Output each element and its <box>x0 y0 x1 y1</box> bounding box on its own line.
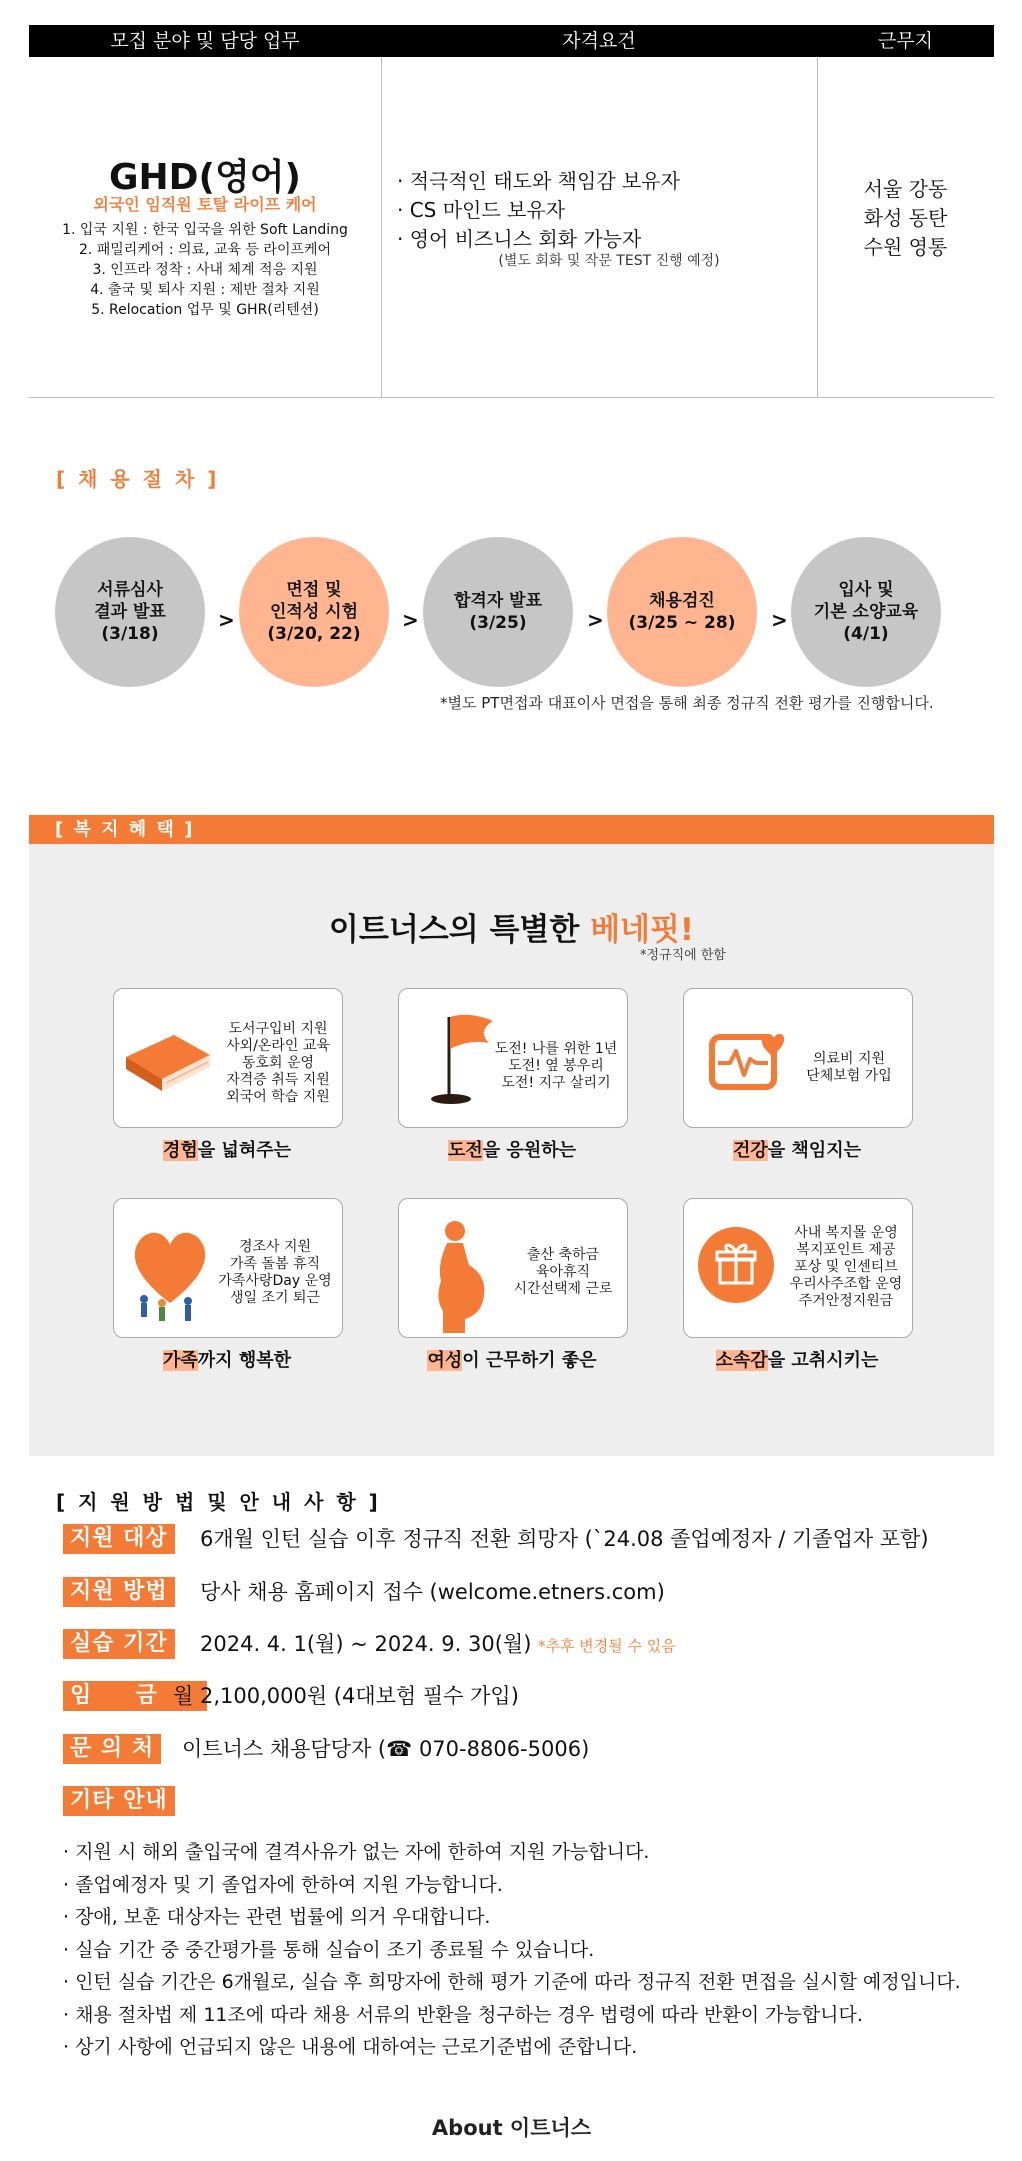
step-health-check <box>607 537 757 687</box>
benefit-line: 도전! 나를 위한 1년 <box>494 1041 618 1057</box>
benefits-bar <box>29 815 994 844</box>
benefit-line: 의료비 지원 <box>812 1051 886 1067</box>
benefit-line: 복지포인트 제공 <box>796 1242 896 1258</box>
location-item: 서울 강동 <box>863 177 948 201</box>
benefit-line: 가족 돌봄 휴직 <box>229 1256 321 1272</box>
benefit-line: 출산 축하금 <box>526 1247 600 1263</box>
benefit-caption <box>392 1346 632 1372</box>
caption-highlight: 가족 <box>163 1350 198 1371</box>
column-divider <box>381 57 382 397</box>
apply-title: [ 지 원 방 법 및 안 내 사 항 ] <box>56 1490 381 1514</box>
step-date: (3/25) <box>469 613 527 633</box>
step-date: (3/20, 22) <box>267 624 361 644</box>
qualification-item: · CS 마인드 보유자 <box>397 198 566 222</box>
location-list <box>817 175 994 262</box>
step-text: 채용검진 <box>649 591 715 611</box>
heartbeat-monitor-icon <box>708 1029 788 1093</box>
benefit-line: 외국어 학습 지원 <box>226 1089 330 1105</box>
label-period: 실습 기간 <box>63 1629 175 1659</box>
qualification-item: · 적극적인 태도와 책임감 보유자 <box>397 169 680 193</box>
benefit-line: 도전! 옆 봉우리 <box>508 1058 604 1074</box>
benefit-line: 육아휴직 <box>535 1264 591 1280</box>
qualification-item: · 영어 비즈니스 회화 가능자 <box>397 227 642 251</box>
benefit-line: 동호회 운영 <box>241 1055 315 1071</box>
note-item: · 장애, 보훈 대상자는 관련 법률에 의거 우대합니다. <box>63 1906 491 1928</box>
benefit-card-experience <box>113 988 343 1128</box>
label-target: 지원 대상 <box>63 1524 175 1554</box>
label-etc: 기타 안내 <box>63 1786 175 1816</box>
caption-text: 까지 행복한 <box>197 1350 291 1371</box>
benefit-card-women <box>398 1198 628 1338</box>
benefit-line: 생일 조기 퇴근 <box>229 1290 321 1306</box>
location-item: 수원 영통 <box>863 235 948 259</box>
qualification-list <box>397 167 680 254</box>
benefit-caption <box>677 1136 917 1162</box>
label-method: 지원 방법 <box>63 1577 175 1607</box>
benefit-line: 도전! 지구 살리기 <box>501 1075 611 1091</box>
label-salary: 임 금 <box>63 1681 207 1711</box>
step-final-announcement <box>423 537 573 687</box>
table-body <box>29 57 994 398</box>
step-text: 서류심사 <box>97 580 163 600</box>
job-duties <box>29 220 381 320</box>
pregnant-woman-icon <box>421 1219 497 1335</box>
step-arrow: > <box>587 608 604 632</box>
benefits-title-highlight: 베네핏! <box>590 912 695 948</box>
book-icon <box>122 1021 214 1097</box>
step-interview <box>239 537 389 687</box>
duty-item: 2. 패밀리케어 : 의료, 교육 등 라이프케어 <box>78 242 332 258</box>
benefit-caption <box>107 1136 347 1162</box>
value-target: 6개월 인턴 실습 이후 정규직 전환 희망자 (`24.08 졸업예정자 / 기졸업자 포함) <box>200 1527 929 1551</box>
step-onboarding <box>791 537 941 687</box>
caption-highlight: 도전 <box>448 1140 483 1161</box>
period-note: *추후 변경될 수 있음 <box>538 1637 676 1655</box>
caption-highlight: 소속감 <box>715 1350 768 1371</box>
family-heart-icon <box>126 1221 214 1327</box>
qualification-note: (별도 회화 및 작문 TEST 진행 예정) <box>498 253 720 269</box>
benefit-card-challenge <box>398 988 628 1128</box>
step-text: 결과 발표 <box>94 602 166 622</box>
caption-text: 이 근무하기 좋은 <box>462 1350 597 1371</box>
step-date: (3/18) <box>101 624 159 644</box>
step-text: 기본 소양교육 <box>813 602 919 622</box>
gift-icon <box>696 1225 776 1305</box>
note-item: · 지원 시 해외 출입국에 결격사유가 없는 자에 한하여 지원 가능합니다. <box>63 1841 650 1863</box>
job-title: GHD(영어) <box>108 157 302 198</box>
label-contact: 문 의 처 <box>63 1734 161 1764</box>
step-text: 합격자 발표 <box>453 591 543 611</box>
period-dates: 2024. 4. 1(월) ~ 2024. 9. 30(월) <box>200 1632 539 1656</box>
benefits-bar-title: [ 복 지 혜 택 ] <box>55 819 195 840</box>
duty-item: 1. 입국 지원 : 한국 입국을 위한 Soft Landing <box>62 222 348 238</box>
step-date: (4/1) <box>843 624 889 644</box>
notes-list <box>63 1836 961 2064</box>
benefit-line: 단체보험 가입 <box>806 1068 892 1084</box>
header-qualification: 자격요건 <box>562 30 636 52</box>
benefit-line: 주거안정지원금 <box>798 1293 894 1309</box>
benefits-note: *정규직에 한함 <box>640 948 726 963</box>
benefit-line: 시간선택제 근로 <box>513 1281 613 1297</box>
benefit-line: 사내 복지몰 운영 <box>794 1225 898 1241</box>
note-item: · 졸업예정자 및 기 졸업자에 한하여 지원 가능합니다. <box>63 1873 503 1896</box>
benefit-line: 사외/온라인 교육 <box>226 1038 330 1054</box>
note-item: · 채용 절차법 제 11조에 따라 채용 서류의 반환을 청구하는 경우 법령에 따라 반환이 가능합니다. <box>63 2003 863 2026</box>
step-date: (3/25 ~ 28) <box>628 613 736 633</box>
procedure-title: [ 채 용 절 차 ] <box>56 467 220 491</box>
benefit-line: 우리사주조합 운영 <box>789 1276 903 1292</box>
procedure-note: *별도 PT면접과 대표이사 면접을 통해 최종 정규직 전환 평가를 진행합니다. <box>440 694 934 712</box>
caption-highlight: 경험 <box>163 1140 198 1161</box>
job-subtitle: 외국인 임직원 토탈 라이프 케어 <box>93 195 317 214</box>
duty-item: 4. 출국 및 퇴사 지원 : 제반 절차 지원 <box>90 282 320 298</box>
caption-highlight: 건강 <box>733 1140 768 1161</box>
value-method: 당사 채용 홈페이지 접수 (welcome.etners.com) <box>200 1580 665 1604</box>
step-text: 면접 및 <box>286 580 342 600</box>
note-item: · 상기 사항에 언급되지 않은 내용에 대하여는 근로기준법에 준합니다. <box>63 2036 638 2058</box>
about-heading: About 이트너스 <box>431 2116 592 2140</box>
duty-item: 5. Relocation 업무 및 GHR(리텐션) <box>91 302 319 318</box>
benefits-title <box>29 904 994 949</box>
benefit-card-family <box>113 1198 343 1338</box>
flag-icon <box>419 1009 499 1109</box>
note-item: · 인턴 실습 기간은 6개월로, 실습 후 희망자에 한해 평가 기준에 따라 정규직 전환 면접을 실시할 예정입니다. <box>63 1971 961 1993</box>
benefit-line: 가족사랑Day 운영 <box>218 1273 332 1289</box>
step-text: 인적성 시험 <box>269 602 359 622</box>
step-arrow: > <box>402 608 419 632</box>
location-item: 화성 동탄 <box>863 206 948 230</box>
benefit-line: 자격증 취득 지원 <box>226 1072 330 1088</box>
value-period <box>200 1629 676 1661</box>
caption-highlight: 여성 <box>427 1350 463 1371</box>
benefit-line: 도서구입비 지원 <box>228 1021 328 1037</box>
benefits-title-main: 이트너스의 특별한 <box>328 912 591 948</box>
value-salary: 월 2,100,000원 (4대보험 필수 가입) <box>173 1684 519 1708</box>
step-arrow: > <box>218 608 235 632</box>
caption-text: 을 응원하는 <box>482 1140 576 1161</box>
benefit-caption <box>392 1136 632 1162</box>
step-text: 입사 및 <box>838 580 894 600</box>
benefit-caption <box>677 1346 917 1372</box>
step-arrow: > <box>771 608 788 632</box>
header-field: 모집 분야 및 담당 업무 <box>110 30 300 52</box>
step-document-review <box>55 537 205 687</box>
benefit-line: 포상 및 인센티브 <box>794 1259 898 1275</box>
benefit-caption <box>107 1346 347 1372</box>
caption-text: 을 책임지는 <box>767 1140 861 1161</box>
benefit-card-health <box>683 988 913 1128</box>
benefit-card-belonging <box>683 1198 913 1338</box>
header-location: 근무지 <box>877 30 934 52</box>
value-contact: 이트너스 채용담당자 (☎ 070-8806-5006) <box>182 1737 590 1761</box>
caption-text: 을 고취시키는 <box>767 1350 879 1371</box>
benefit-line: 경조사 지원 <box>238 1239 312 1255</box>
table-header <box>29 25 994 57</box>
duty-item: 3. 인프라 정착 : 사내 체계 적응 지원 <box>92 262 318 278</box>
caption-text: 을 넓혀주는 <box>197 1140 291 1161</box>
note-item: · 실습 기간 중 중간평가를 통해 실습이 조기 종료될 수 있습니다. <box>63 1938 595 1961</box>
